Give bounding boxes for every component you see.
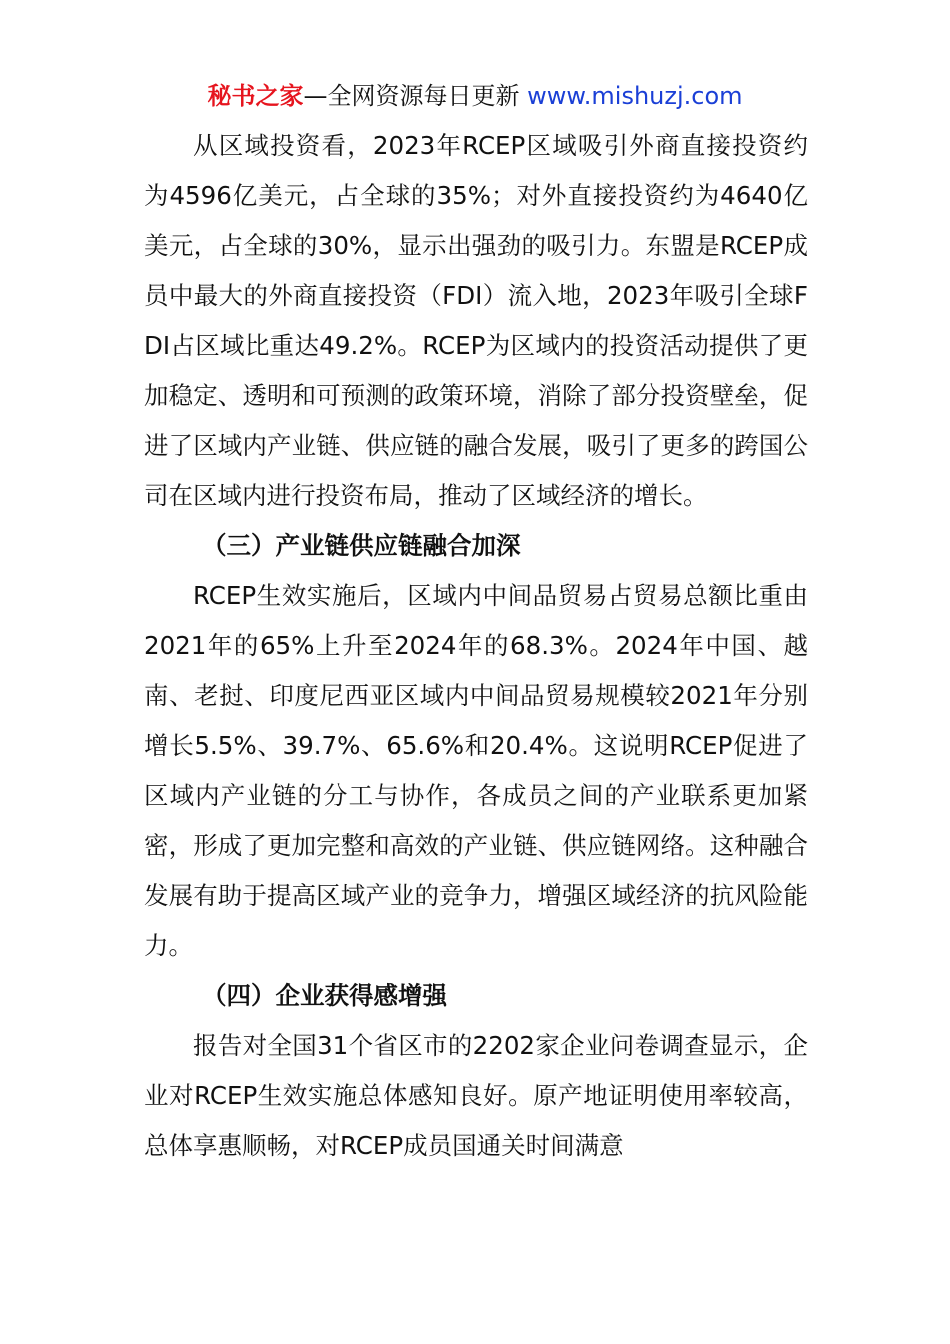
- section-heading-4: （四）企业获得感增强: [202, 981, 447, 1010]
- paragraph-investment: 从区域投资看，2023年RCEP区域吸引外商直接投资约为4596亿美元，占全球的35%；对外直接投资约为4640亿美元，占全球的30%，显示出强劲的吸引力。东盟是RCEP成员中最大的外商直接投资（FDI）流入地，2023年吸引全球FDI占区域比重达49.2%。RCEP为区域内的投资活动提供了更加稳定、透明和可预测的政策环境，消除了部分投资壁垒，促进了区域内产业链、供应链的融合发展，吸引了更多的跨国公司在区域内进行投资布局，推动了区域经济的增长。: [144, 131, 808, 510]
- section-heading-3: （三）产业链供应链融合加深: [202, 531, 521, 560]
- paragraph-enterprise-survey: 报告对全国31个省区市的2202家企业问卷调查显示，企业对RCEP生效实施总体感知良好。原产地证明使用率较高，总体享惠顺畅，对RCEP成员国通关时间满意: [144, 1031, 808, 1160]
- document-body: [144, 121, 808, 1171]
- site-url-link[interactable]: www.mishuzj.com: [527, 82, 743, 110]
- site-header: [0, 80, 950, 112]
- paragraph-supply-chain: RCEP生效实施后，区域内中间品贸易占贸易总额比重由2021年的65%上升至2024年的68.3%。2024年中国、越南、老挝、印度尼西亚区域内中间品贸易规模较2021年分别增长5.5%、39.7%、65.6%和20.4%。这说明RCEP促进了区域内产业链的分工与协作，各成员之间的产业联系更加紧密，形成了更加完整和高效的产业链、供应链网络。这种融合发展有助于提高区域产业的竞争力，增强区域经济的抗风险能力。: [144, 581, 808, 960]
- site-tagline: —全网资源每日更新: [303, 82, 528, 110]
- brand-name: 秘书之家: [207, 82, 304, 110]
